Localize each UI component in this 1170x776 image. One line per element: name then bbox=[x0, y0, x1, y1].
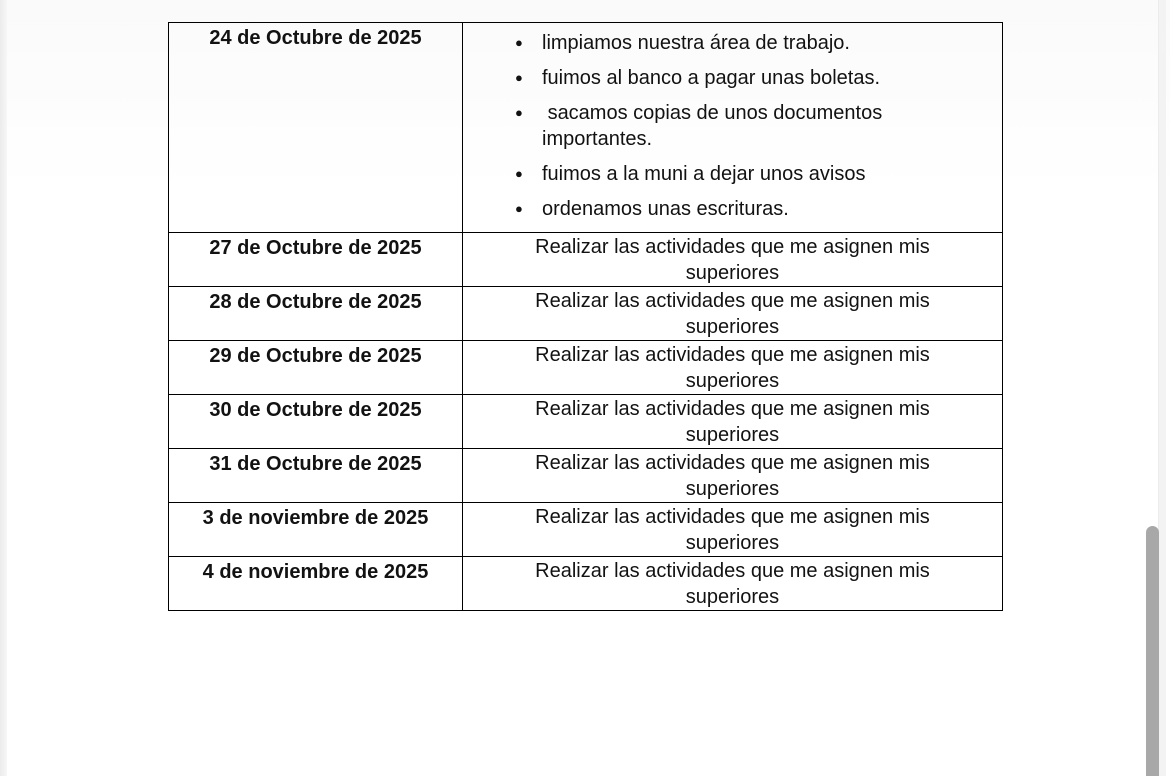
bullet-list bbox=[464, 30, 1001, 222]
date-cell: 3 de noviembre de 2025 bbox=[169, 503, 463, 557]
table-row bbox=[169, 395, 1003, 449]
date-cell: 24 de Octubre de 2025 bbox=[169, 23, 463, 233]
table-row bbox=[169, 557, 1003, 611]
date-cell: 4 de noviembre de 2025 bbox=[169, 557, 463, 611]
table-row bbox=[169, 233, 1003, 287]
page-left-edge bbox=[0, 0, 7, 776]
bullet-item: ● fuimos a la muni a dejar unos avisos bbox=[542, 161, 961, 187]
scrollbar-thumb[interactable] bbox=[1146, 526, 1159, 776]
table-row bbox=[169, 287, 1003, 341]
scrollbar-track[interactable] bbox=[1158, 0, 1166, 776]
date-cell: 31 de Octubre de 2025 bbox=[169, 449, 463, 503]
date-cell: 29 de Octubre de 2025 bbox=[169, 341, 463, 395]
activity-cell: Realizar las actividades que me asignen mis superiores bbox=[463, 395, 1003, 449]
date-cell: 27 de Octubre de 2025 bbox=[169, 233, 463, 287]
table-row bbox=[169, 341, 1003, 395]
table-row bbox=[169, 23, 1003, 233]
bullet-item: ● ordenamos unas escrituras. bbox=[542, 196, 961, 222]
activities-table bbox=[168, 22, 1003, 611]
date-cell: 28 de Octubre de 2025 bbox=[169, 287, 463, 341]
activity-cell: Realizar las actividades que me asignen mis superiores bbox=[463, 341, 1003, 395]
activity-cell: Realizar las actividades que me asignen mis superiores bbox=[463, 287, 1003, 341]
table-row bbox=[169, 503, 1003, 557]
activity-cell: Realizar las actividades que me asignen mis superiores bbox=[463, 557, 1003, 611]
bullet-item: ● fuimos al banco a pagar unas boletas. bbox=[542, 65, 961, 91]
activity-cell: Realizar las actividades que me asignen mis superiores bbox=[463, 503, 1003, 557]
activity-cell: Realizar las actividades que me asignen mis superiores bbox=[463, 233, 1003, 287]
table-row bbox=[169, 449, 1003, 503]
bullet-item: ● sacamos copias de unos documentos importantes. bbox=[542, 100, 961, 152]
activity-cell bbox=[463, 23, 1003, 233]
date-cell: 30 de Octubre de 2025 bbox=[169, 395, 463, 449]
activity-cell: Realizar las actividades que me asignen mis superiores bbox=[463, 449, 1003, 503]
bullet-item: ● limpiamos nuestra área de trabajo. bbox=[542, 30, 961, 56]
